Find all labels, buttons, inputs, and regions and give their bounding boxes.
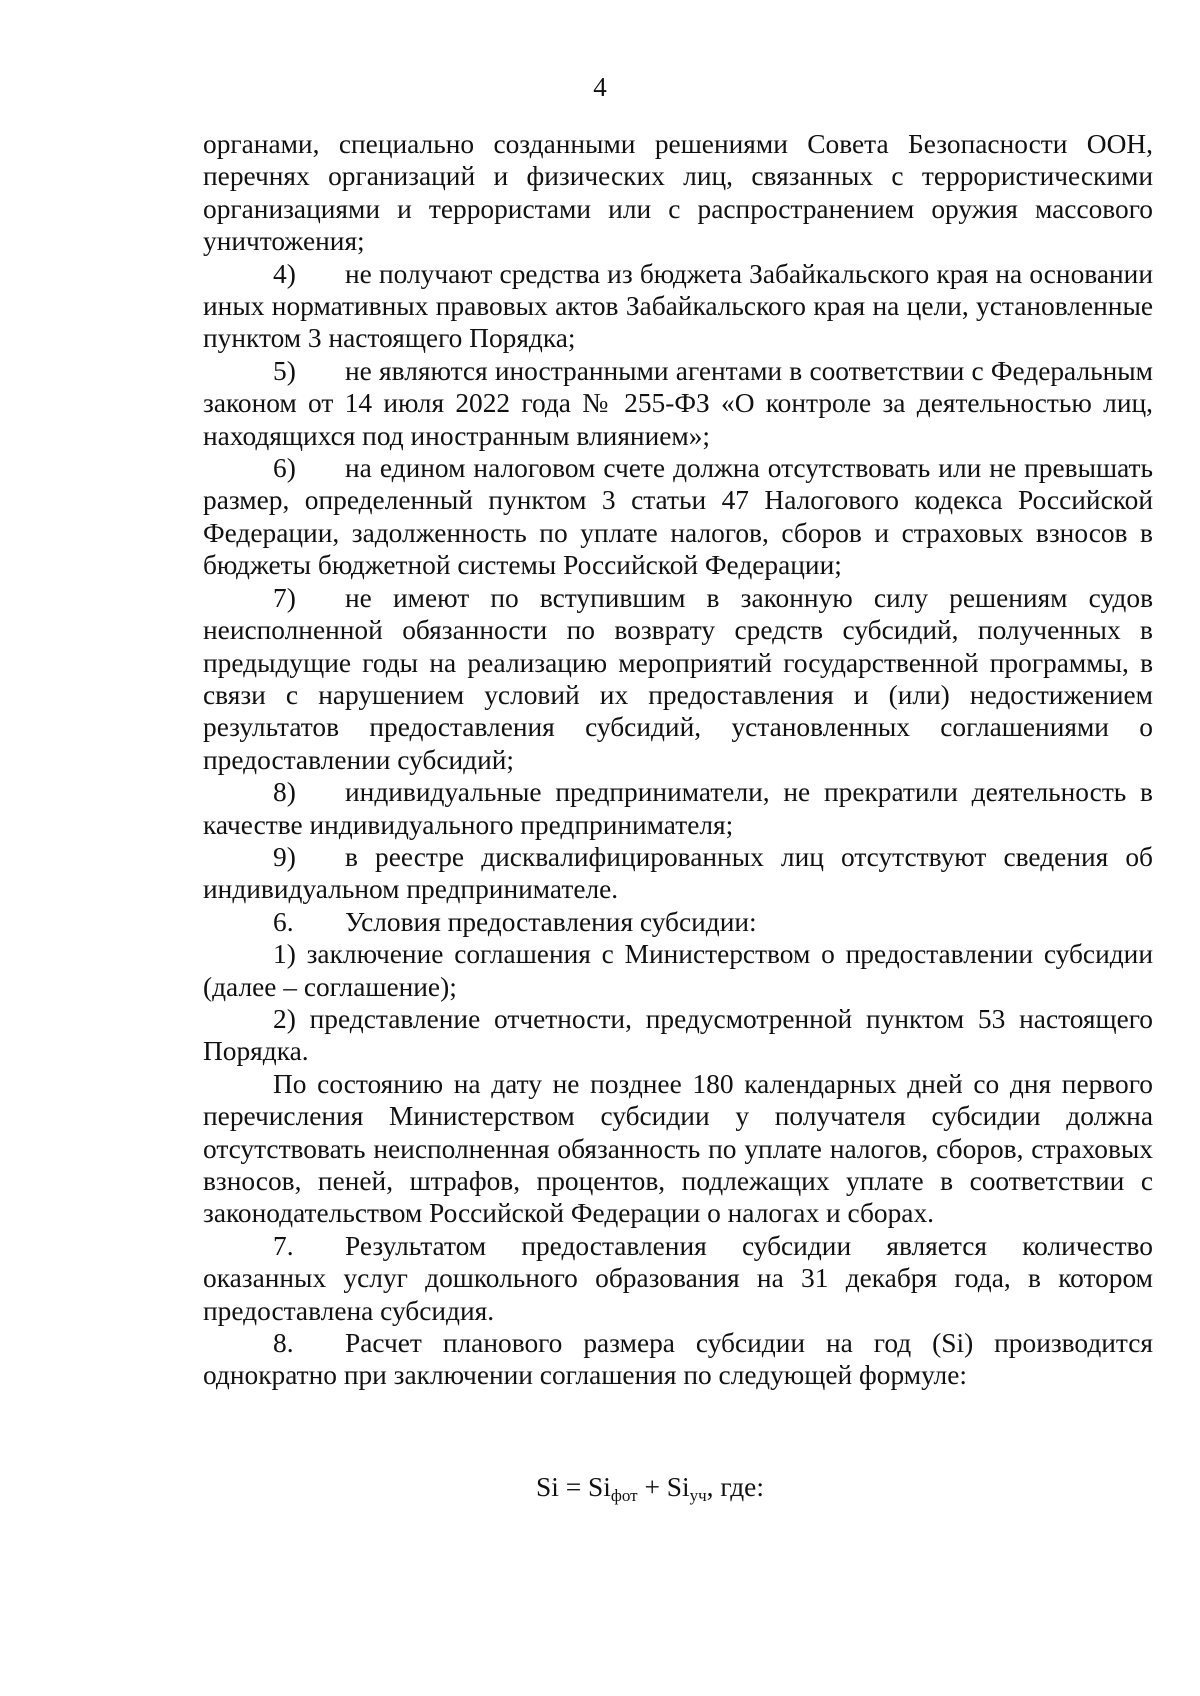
list-item-5 — [203, 355, 1153, 452]
item-number: 8) — [273, 777, 296, 808]
section-text: Расчет планового размера субсидии на год (Si) производится однократно при заключении соглашения по следующей формуле: — [203, 1328, 1153, 1391]
section-6-heading — [203, 906, 1153, 938]
subsidy-formula — [0, 1470, 1200, 1504]
document-body — [203, 128, 1153, 1392]
item-text: на едином налоговом счете должна отсутствовать или не превышать размер, определенный пунктом 3 статьи 47 Налогового кодекса Российской Федерации, задолженность по уплате налогов, сборов и страховых взносов в бюджеты бюджетной системы Российской Федерации; — [203, 453, 1153, 581]
item-text: в реестре дисквалифицированных лиц отсутствуют сведения об индивидуальном предпринимателе. — [203, 841, 1153, 905]
list-item-6 — [203, 452, 1153, 582]
continuation-paragraph: органами, специально созданными решениями Совета Безопасности ООН, перечнях организаций и физических лиц, связанных с террористическими организациями и террористами или с распространением оружия массового уничтожения; — [203, 129, 1153, 257]
section-text: Результатом предоставления субсидии является количество оказанных услуг дошкольного образования на 31 декабря года, в котором предоставлена субсидия. — [203, 1230, 1153, 1326]
item-number: 5) — [273, 355, 296, 386]
section-6-sub-1: 1) заключение соглашения с Министерством о предоставлении субсидии (далее – соглашение); — [203, 939, 1153, 1002]
page-number: 4 — [593, 72, 607, 102]
section-6-sub-2: 2) представление отчетности, предусмотренной пунктом 53 настоящего Порядка. — [203, 1003, 1153, 1067]
item-number: 4) — [273, 258, 296, 289]
formula-plus: + Si — [637, 1472, 690, 1502]
item-text: не имеют по вступившим в законную силу решениям судов неисполненной обязанности по возврату средств субсидий, полученных в предыдущие годы на реализацию мероприятий государственной программы, в связи с нарушением условий их предоставления и (или) недостижением результатов предоставления субсидий, установленных соглашениями о предоставлении субсидий; — [203, 582, 1153, 775]
formula-tail: , где: — [706, 1472, 764, 1502]
item-number: 9) — [273, 841, 296, 872]
list-item-8 — [203, 776, 1153, 841]
list-item-7 — [203, 582, 1153, 776]
section-heading: Условия предоставления субсидии: — [345, 906, 757, 937]
formula-subscript-fot: фот — [610, 1486, 638, 1505]
item-number: 6) — [273, 453, 296, 484]
list-item-9 — [203, 841, 1153, 906]
formula-lhs: Si = Si — [536, 1472, 611, 1502]
section-number: 8. — [273, 1328, 294, 1359]
item-text: индивидуальные предприниматели, не прекратили деятельность в качестве индивидуального предпринимателя; — [203, 777, 1153, 840]
section-7 — [203, 1230, 1153, 1327]
item-text: не получают средства из бюджета Забайкальского края на основании иных нормативных правовых актов Забайкальского края на цели, установленные пунктом 3 настоящего Порядка; — [203, 258, 1153, 354]
section-6-paragraph: По состоянию на дату не позднее 180 календарных дней со дня первого перечисления Министерством субсидии у получателя субсидии должна отсутствовать неисполненная обязанность по уплате налогов, сборов, страховых взносов, пеней, штрафов, процентов, подлежащих уплате в соответствии с законодательством Российской Федерации о налогах и сборах. — [203, 1068, 1153, 1229]
section-8 — [203, 1327, 1153, 1392]
section-number: 7. — [273, 1230, 294, 1261]
item-text: не являются иностранными агентами в соответствии с Федеральным законом от 14 июля 2022 года № 255-ФЗ «О контроле за деятельностью лиц, находящихся под иностранным влиянием»; — [203, 355, 1153, 451]
section-number: 6. — [273, 906, 294, 937]
item-number: 7) — [273, 582, 296, 613]
formula-subscript-uch: уч — [689, 1486, 707, 1505]
list-item-4 — [203, 258, 1153, 355]
